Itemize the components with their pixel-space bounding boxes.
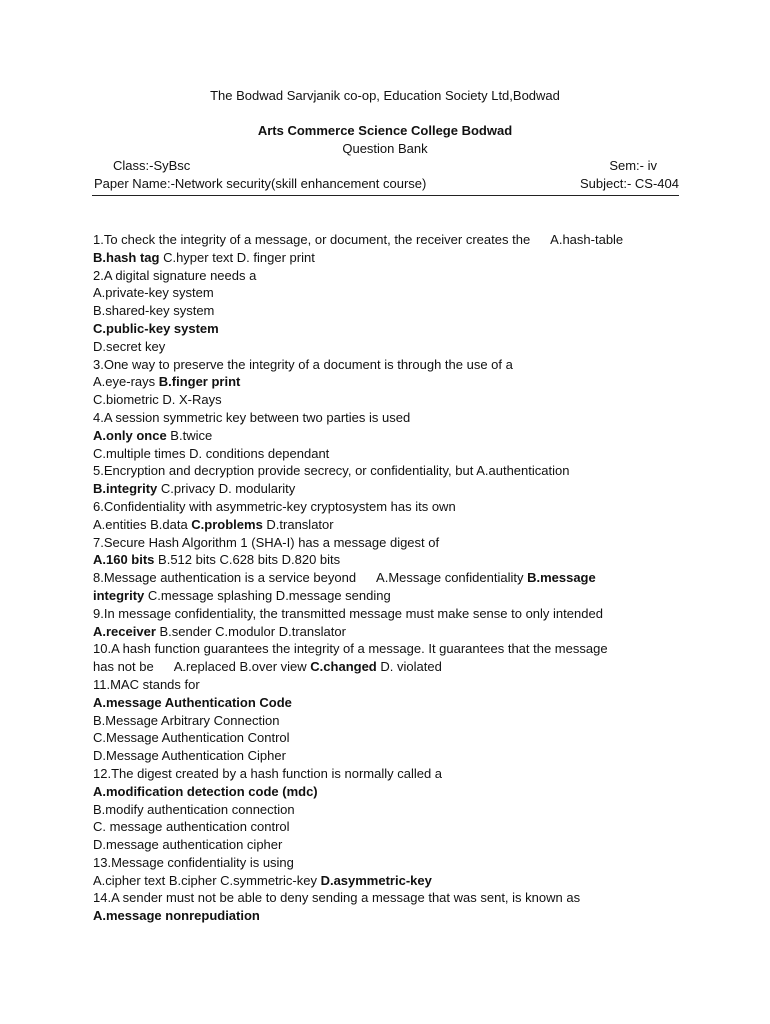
answer: B.hash tag xyxy=(93,249,160,265)
header-divider xyxy=(92,195,679,196)
paper-name: Paper Name:-Network security(skill enhancement course) xyxy=(94,176,427,191)
question-1: 1.To check the integrity of a message, or document, the receiver creates the A.hash-table xyxy=(93,232,624,247)
option: B.shared-key system xyxy=(93,303,215,319)
question-6-options: A.entities B.data C.problems D.translator xyxy=(93,516,334,532)
class-label: Class:-SyBsc xyxy=(113,158,191,173)
answer: B.integrity xyxy=(93,481,158,497)
question-7: 7.Secure Hash Algorithm 1 (SHA-I) has a message digest of xyxy=(93,534,440,550)
answer: A.only once xyxy=(93,427,167,443)
question-9-options: A.receiver B.sender C.modulor D.translator xyxy=(93,623,346,639)
question-7-options: A.160 bits B.512 bits C.628 bits D.820 bits xyxy=(93,552,341,568)
question-4-options: A.only once B.twice xyxy=(93,427,213,443)
question-5-options: B.integrity C.privacy D. modularity xyxy=(93,481,296,497)
college-name: Arts Commerce Science College Bodwad xyxy=(257,123,513,138)
question-13: 13.Message confidentiality is using xyxy=(93,854,294,870)
question-9: 9.In message confidentiality, the transmitted message must make sense to only intended xyxy=(93,605,603,621)
question-list xyxy=(93,231,693,925)
question-14: 14.A sender must not be able to deny sending a message that was sent, is known as xyxy=(93,890,581,906)
question-3-options: A.eye-rays B.finger print xyxy=(93,374,241,390)
answer: B.finger print xyxy=(158,374,241,390)
question-8: 8.Message authentication is a service beyond A.Message confidentiality B.message xyxy=(93,570,596,586)
option: C.multiple times D. conditions dependant xyxy=(93,445,330,461)
option: D.secret key xyxy=(93,338,166,354)
answer: A.message nonrepudiation xyxy=(93,908,260,924)
option: B.modify authentication connection xyxy=(93,801,295,817)
question-13-options: A.cipher text B.cipher C.symmetric-key D.asymmetric-key xyxy=(93,872,432,888)
question-12: 12.The digest created by a hash function is normally called a xyxy=(93,765,443,781)
answer: D.asymmetric-key xyxy=(320,872,432,888)
society-name: The Bodwad Sarvjanik co-op, Education Society Ltd,Bodwad xyxy=(210,88,560,103)
question-10: 10.A hash function guarantees the integrity of a message. It guarantees that the message xyxy=(93,641,608,657)
option: D.message authentication cipher xyxy=(93,837,283,853)
option: B.Message Arbitrary Connection xyxy=(93,712,280,728)
answer: integrity xyxy=(93,587,145,603)
answer: C.changed xyxy=(310,659,377,675)
question-3: 3.One way to preserve the integrity of a document is through the use of a xyxy=(93,356,513,372)
sem-label: Sem:- iv xyxy=(609,158,657,173)
answer: C.problems xyxy=(191,516,263,532)
answer: A.160 bits xyxy=(93,552,155,568)
question-2: 2.A digital signature needs a xyxy=(93,267,257,283)
question-6: 6.Confidentiality with asymmetric-key cryptosystem has its own xyxy=(93,498,456,514)
subject-code: Subject:- CS-404 xyxy=(580,176,679,191)
question-4: 4.A session symmetric key between two parties is used xyxy=(93,409,411,425)
option: C.Message Authentication Control xyxy=(93,730,290,746)
document-type: Question Bank xyxy=(342,141,428,156)
question-1-options: B.hash tag C.hyper text D. finger print xyxy=(93,249,315,265)
answer: A.modification detection code (mdc) xyxy=(93,783,318,799)
question-10-options: has not be A.replaced B.over view C.changed D. violated xyxy=(93,659,442,675)
answer: A.message Authentication Code xyxy=(93,694,292,710)
answer: B.message xyxy=(527,570,596,586)
question-11: 11.MAC stands for xyxy=(93,676,200,692)
answer: A.receiver xyxy=(93,623,156,639)
question-8-options: integrity C.message splashing D.message sending xyxy=(93,587,391,603)
answer: C.public-key system xyxy=(93,320,219,336)
option: C.biometric D. X-Rays xyxy=(93,392,222,408)
option: C. message authentication control xyxy=(93,819,290,835)
option: A.private-key system xyxy=(93,285,214,301)
option: D.Message Authentication Cipher xyxy=(93,748,286,764)
question-5: 5.Encryption and decryption provide secrecy, or confidentiality, but A.authentication xyxy=(93,463,570,479)
